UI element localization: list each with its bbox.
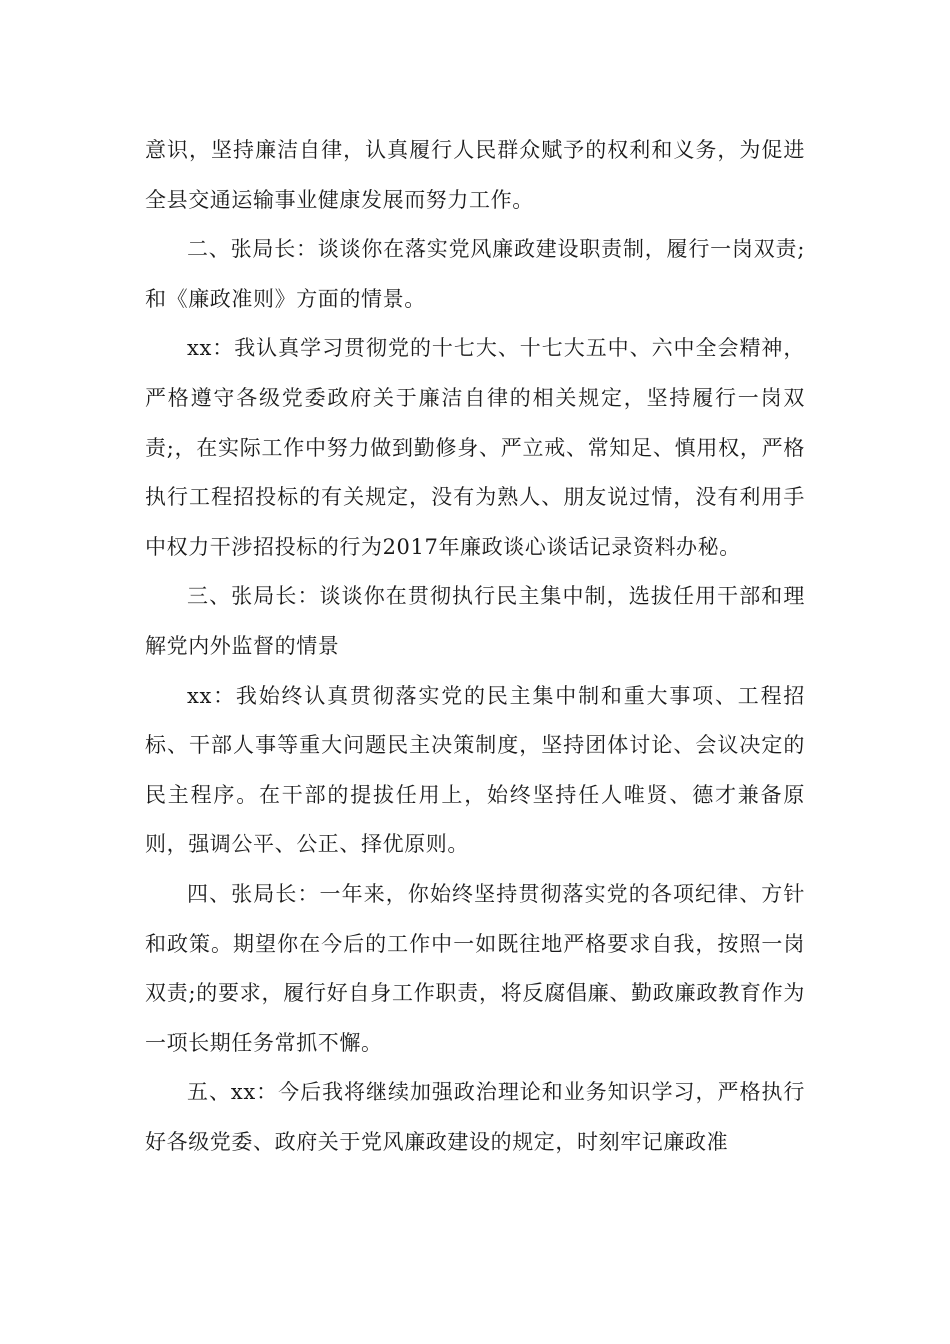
paragraph-answer-2: xx：我认真学习贯彻党的十七大、十七大五中、六中全会精神，严格遵守各级党委政府关于廉洁自律的相关规定，坚持履行一岗双责;，在实际工作中努力做到勤修身、严立戒、常知足、慎用权，严格执行工程招投标的有关规定，没有为熟人、朋友说过情，没有利用手中权力干涉招投标的行为2017年廉政谈心谈话记录资料办秘。 [145,336,805,559]
paragraph-question-2: 二、张局长：谈谈你在落实党风廉政建设职责制，履行一岗双责;和《廉政准则》方面的情景。 [145,237,805,311]
paragraph-continued-intro: 意识，坚持廉洁自律，认真履行人民群众赋予的权利和义务，为促进全县交通运输事业健康发展而努力工作。 [145,138,805,212]
paragraph-comment-4: 四、张局长：一年来，你始终坚持贯彻落实党的各项纪律、方针和政策。期望你在今后的工作中一如既往地严格要求自我，按照一岗双责;的要求，履行好自身工作职责，将反腐倡廉、勤政廉政教育作为一项长期任务常抓不懈。 [145,881,805,1055]
paragraph-answer-3: xx：我始终认真贯彻落实党的民主集中制和重大事项、工程招标、干部人事等重大问题民主决策制度，坚持团体讨论、会议决定的民主程序。在干部的提拔任用上，始终坚持任人唯贤、德才兼备原则，强调公平、公正、择优原则。 [145,683,805,857]
paragraph-response-5: 五、xx：今后我将继续加强政治理论和业务知识学习，严格执行好各级党委、政府关于党风廉政建设的规定，时刻牢记廉政准 [145,1080,805,1154]
paragraph-question-3: 三、张局长：谈谈你在贯彻执行民主集中制，选拔任用干部和理解党内外监督的情景 [145,584,805,658]
document-body [145,126,805,1167]
